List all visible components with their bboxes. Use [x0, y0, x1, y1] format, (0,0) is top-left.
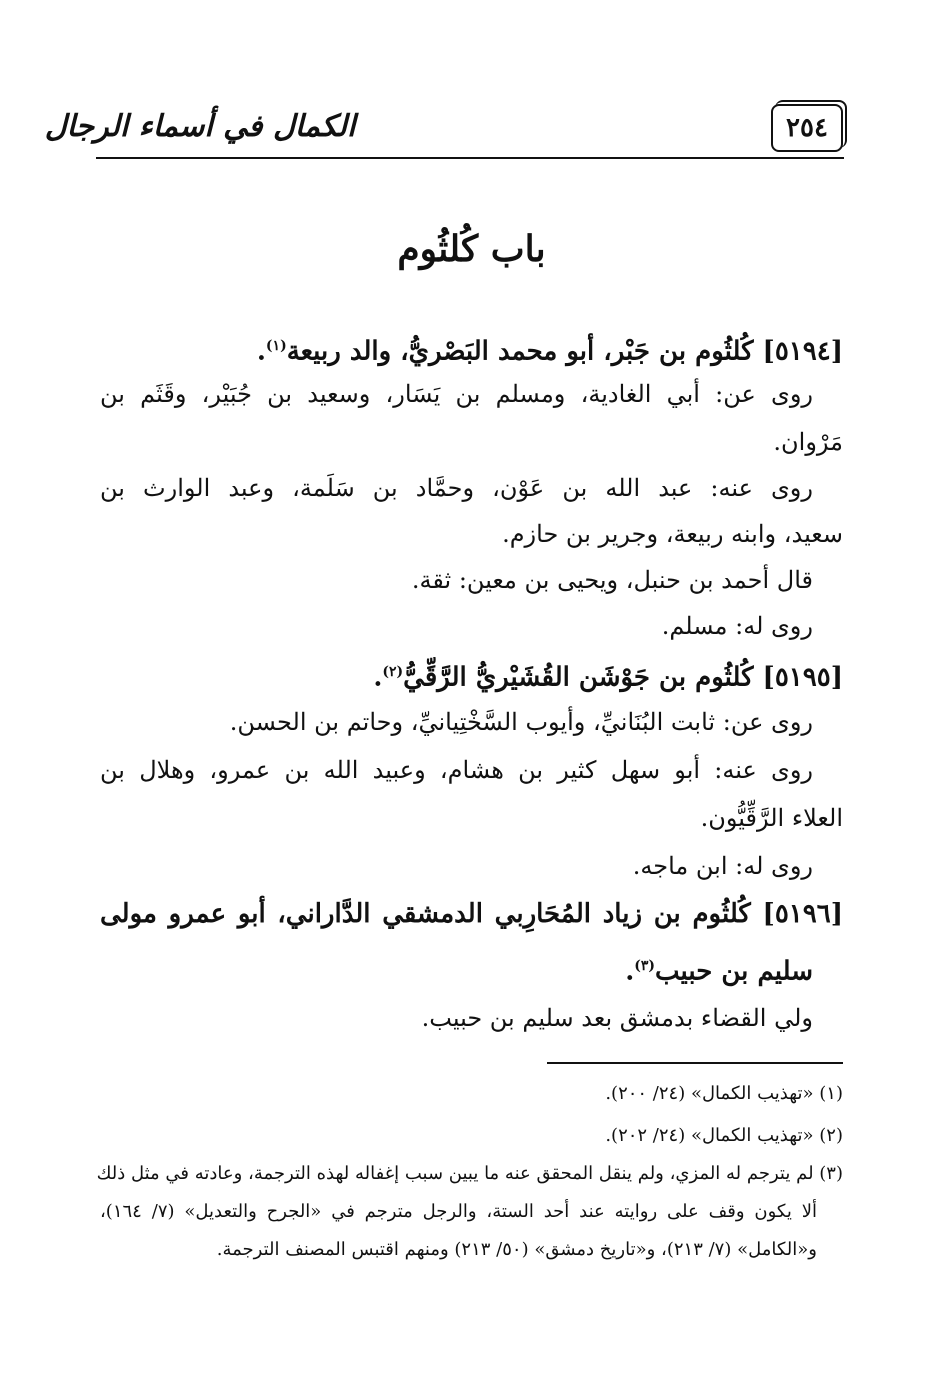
body-line: قال أحمد بن حنبل، ويحيى بن معين: ثقة. — [411, 566, 813, 594]
footnote-3-cont: ألا يكون وقف على روايته عند أحد الستة، والرجل مترجم في «الجرح والتعديل» (٧/ ١٦٤)، — [100, 1201, 818, 1222]
footnote-rule — [547, 1062, 843, 1064]
footnote-3-cont: و«الكامل» (٧/ ٢١٣)، و«تاريخ دمشق» (٥٠/ ٢١٣) ومنهم اقتبس المصنف الترجمة. — [216, 1239, 817, 1260]
entry-5194-heading — [257, 328, 843, 370]
footnote-3: (٣) لم يترجم له المزي، ولم ينقل المحقق عنه ما يبين سبب إغفاله لهذه الترجمة، وعادته في مثل ذلك — [96, 1163, 843, 1184]
body-line: ولي القضاء بدمشق بعد سليم بن حبيب. — [421, 1004, 813, 1032]
body-line: العلاء الرَّقِّيُّون. — [700, 804, 843, 832]
body-line: روى عن: ثابت البُنَانيِّ، وأيوب السَّخْتِيانيِّ، وحاتم بن الحسن. — [229, 708, 813, 736]
footnote-1: (١) «تهذيب الكمال» (٢٤/ ٢٠٠). — [605, 1083, 843, 1104]
entry-5196-heading-cont — [625, 948, 813, 990]
entry-5196-heading: [٥١٩٦] كُلثُوم بن زياد المُحَارِبي الدمشقي الدَّاراني، أبو عمرو مولى — [100, 899, 843, 929]
body-line: روى له: مسلم. — [661, 612, 813, 640]
body-line: روى له: ابن ماجه. — [632, 852, 813, 880]
footnote-ref-1: (١) — [265, 338, 287, 354]
footnote-2: (٢) «تهذيب الكمال» (٢٤/ ٢٠٢). — [605, 1125, 843, 1146]
entry-5194-text: [٥١٩٤] كُلثُوم بن جَبْر، أبو محمد البَصْريُّ، والد ربيعة — [286, 336, 843, 367]
footnote-ref-3: (٣) — [634, 958, 656, 974]
body-line: سعيد، وابنه ربيعة، وجرير بن حازم. — [502, 520, 843, 548]
entry-5195-text: [٥١٩٥] كُلثُوم بن جَوْشَن القُشَيْريُّ الرَّقِّيُّ — [403, 662, 843, 693]
period: . — [373, 662, 383, 693]
entry-5195-heading — [373, 654, 843, 696]
entry-5196-text: سليم بن حبيب — [655, 956, 813, 987]
body-line: روى عن: أبي الغادية، ومسلم بن يَسَار، وسعيد بن جُبَيْر، وقَثَم بن — [100, 380, 813, 408]
chapter-title: باب كُلثُوم — [397, 228, 546, 270]
running-title: الكمال في أسماء الرجال — [44, 108, 356, 144]
period: . — [256, 336, 266, 367]
page-number: ٢٥٤ — [771, 104, 843, 152]
body-line: روى عنه: عبد الله بن عَوْن، وحمَّاد بن سَلَمة، وعبد الوارث بن — [100, 474, 813, 502]
period: . — [625, 956, 635, 987]
footnote-ref-2: (٢) — [382, 664, 404, 680]
header-rule — [96, 157, 844, 159]
body-line: مَرْوان. — [773, 428, 843, 456]
body-line: روى عنه: أبو سهل كثير بن هشام، وعبيد الله بن عمرو، وهلال بن — [100, 756, 813, 784]
